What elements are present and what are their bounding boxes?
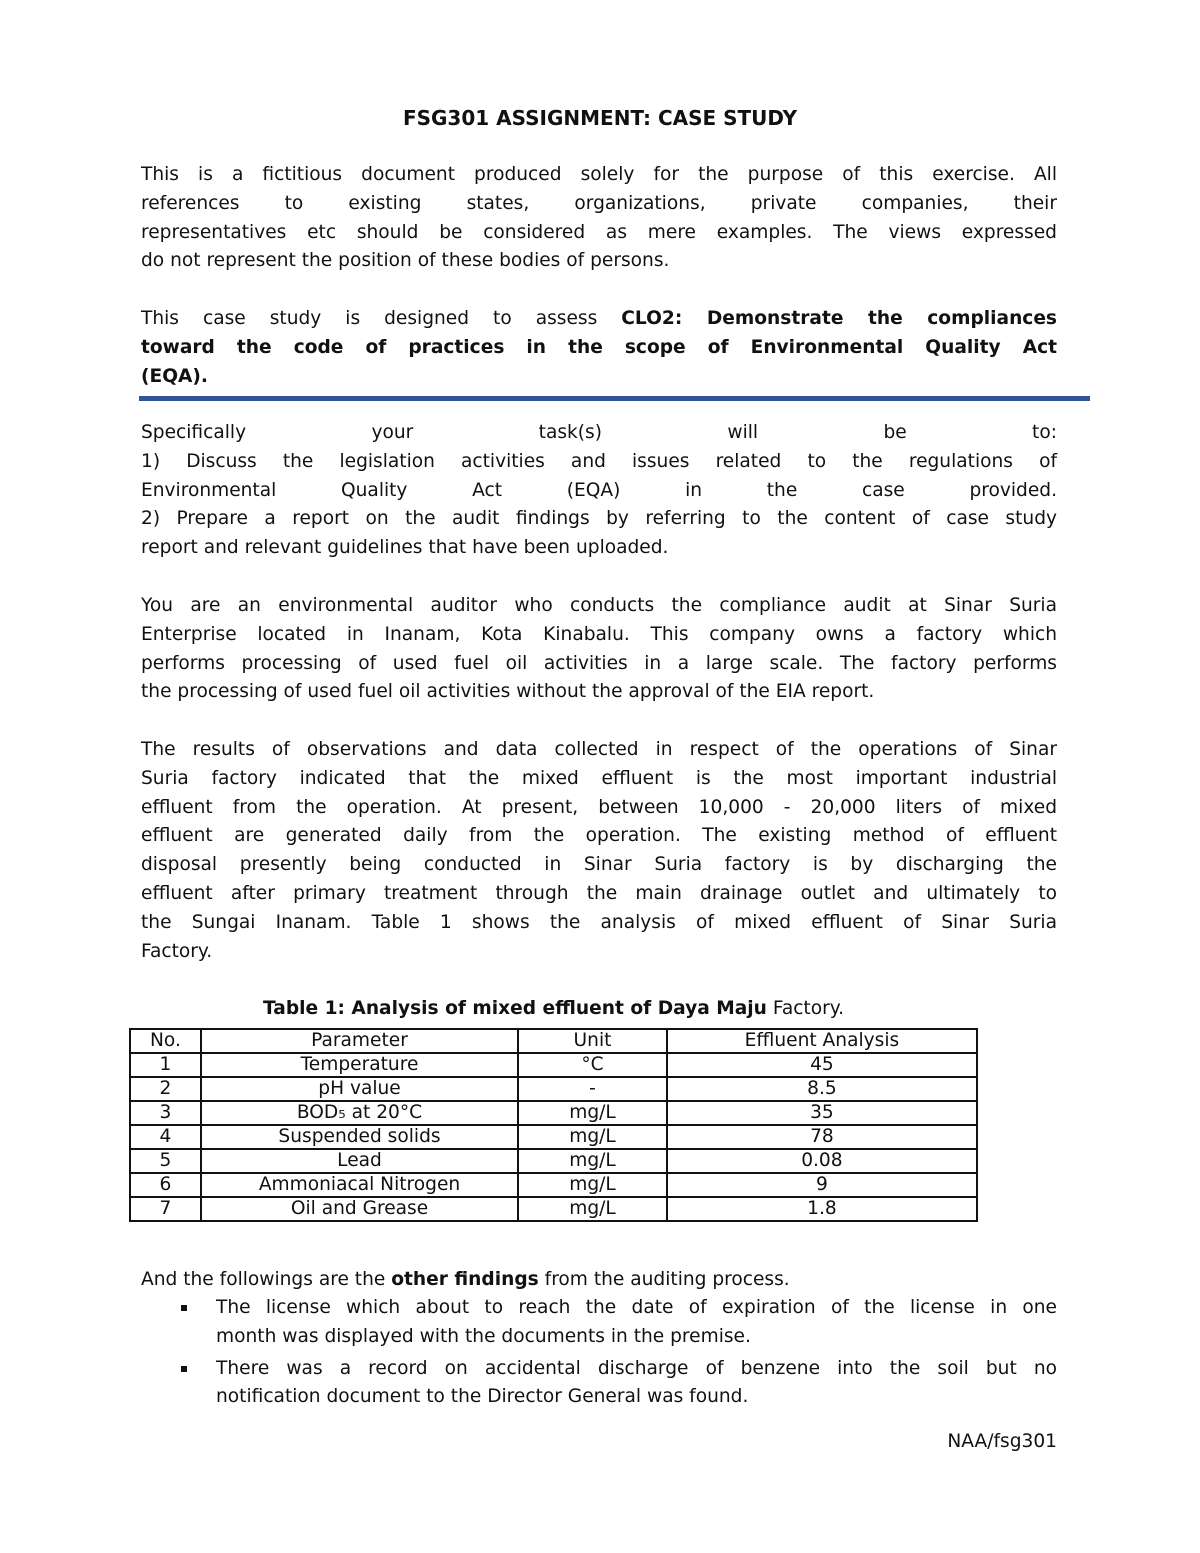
cell-no: No. xyxy=(130,1029,201,1053)
text: Specifically your task(s) will be to: xyxy=(141,422,1057,443)
cell-no: 4 xyxy=(130,1125,201,1149)
cell-parameter: Temperature xyxy=(201,1053,518,1077)
text-line xyxy=(141,909,1057,938)
cell-unit: °C xyxy=(518,1053,667,1077)
text: from the auditing process. xyxy=(538,1269,790,1290)
bullet-icon xyxy=(181,1366,187,1372)
cell-no: 3 xyxy=(130,1101,201,1125)
cell-unit: mg/L xyxy=(518,1125,667,1149)
text-line xyxy=(141,736,1057,765)
cell-no: 7 xyxy=(130,1197,201,1221)
text: Suria factory indicated that the mixed effluent is the most important industrial xyxy=(141,767,1057,789)
cell-effluent-analysis: 9 xyxy=(667,1173,977,1197)
text: 2) Prepare a report on the audit findings by referring to the content of case study xyxy=(141,508,1057,530)
cell-unit: mg/L xyxy=(518,1173,667,1197)
text-line xyxy=(141,247,1057,276)
text-line xyxy=(141,305,1057,334)
bullet-icon xyxy=(181,1305,187,1311)
text-line: month was displayed with the documents in the premise. xyxy=(216,1325,751,1347)
cell-parameter: Oil and Grease xyxy=(201,1197,518,1221)
text-line xyxy=(141,419,1057,448)
cell-unit: - xyxy=(518,1077,667,1101)
text: the Sungai Inanam. Table 1 shows the analysis of mixed effluent of Sinar Suria xyxy=(141,911,1057,933)
text: 1) Discuss the legislation activities and issues related to the regulations of xyxy=(141,450,1057,472)
auditor-paragraph xyxy=(141,592,1057,707)
cell-unit: mg/L xyxy=(518,1197,667,1221)
clo-paragraph xyxy=(141,305,1057,391)
text-line xyxy=(141,938,1057,967)
cell-no: 1 xyxy=(130,1053,201,1077)
caption-bold: Table 1: Analysis of mixed effluent of Daya Maju xyxy=(262,998,767,1019)
text: representatives etc should be considered as mere examples. The views expressed xyxy=(141,221,1057,243)
text-line xyxy=(141,1266,1057,1295)
text-line xyxy=(141,765,1057,794)
text-line xyxy=(141,621,1057,650)
text-line xyxy=(141,219,1057,248)
effluent-table xyxy=(129,1028,978,1222)
text: And the followings are the xyxy=(141,1269,392,1290)
cell-parameter: Ammoniacal Nitrogen xyxy=(201,1173,518,1197)
text-line xyxy=(141,880,1057,909)
text-line xyxy=(141,678,1057,707)
cell-no: 5 xyxy=(130,1149,201,1173)
text-line xyxy=(141,161,1057,190)
cell-effluent-analysis: Effluent Analysis xyxy=(667,1029,977,1053)
table-row xyxy=(130,1077,977,1101)
text-line xyxy=(141,794,1057,823)
text-line xyxy=(141,650,1057,679)
text-line xyxy=(141,190,1057,219)
cell-unit: Unit xyxy=(518,1029,667,1053)
cell-effluent-analysis: 45 xyxy=(667,1053,977,1077)
text-line xyxy=(141,448,1057,477)
table-header-row xyxy=(130,1029,977,1053)
bold-text: other findings xyxy=(391,1269,539,1290)
cell-no: 2 xyxy=(130,1077,201,1101)
text-line xyxy=(141,334,1057,363)
table-row xyxy=(130,1173,977,1197)
list-item xyxy=(141,1294,1057,1352)
cell-parameter: BOD₅ at 20°C xyxy=(201,1101,518,1125)
text: references to existing states, organizations, private companies, their xyxy=(141,192,1057,214)
cell-parameter: Suspended solids xyxy=(201,1125,518,1149)
text: effluent are generated daily from the operation. The existing method of effluent xyxy=(141,825,1057,847)
text: This case study is designed to assess xyxy=(141,308,622,329)
text: You are an environmental auditor who conducts the compliance audit at Sinar Suria xyxy=(141,595,1057,616)
cell-effluent-analysis: 78 xyxy=(667,1125,977,1149)
bold-text: CLO2: Demonstrate the compliances xyxy=(621,308,1058,329)
text-line: notification document to the Director General was found. xyxy=(216,1386,749,1408)
caption-rest: Factory. xyxy=(766,998,845,1019)
cell-no: 6 xyxy=(130,1173,201,1197)
cell-unit: mg/L xyxy=(518,1101,667,1125)
text-line xyxy=(141,851,1057,880)
cell-unit: mg/L xyxy=(518,1149,667,1173)
table-row xyxy=(130,1197,977,1221)
text: do not represent the position of these bodies of persons. xyxy=(141,250,670,272)
text-line xyxy=(141,822,1057,851)
text-line xyxy=(141,477,1057,506)
table-row xyxy=(130,1053,977,1077)
cell-effluent-analysis: 35 xyxy=(667,1101,977,1125)
text: disposal presently being conducted in Sinar Suria factory is by discharging the xyxy=(141,854,1057,876)
table-row xyxy=(130,1125,977,1149)
text-line xyxy=(141,592,1057,621)
document-title: FSG301 ASSIGNMENT: CASE STUDY xyxy=(402,106,798,130)
text-line: There was a record on accidental discharge of benzene into the soil but no xyxy=(216,1357,1057,1379)
text-line xyxy=(141,505,1057,534)
results-paragraph xyxy=(141,736,1057,966)
findings-list xyxy=(141,1294,1057,1415)
bold-text: toward the code of practices in the scope of Environmental Quality Act xyxy=(141,336,1057,358)
text-line xyxy=(141,534,1057,563)
section-divider xyxy=(139,396,1090,401)
table-caption xyxy=(129,998,978,1019)
disclaimer-paragraph xyxy=(141,161,1057,276)
text: The results of observations and data collected in respect of the operations of Sinar xyxy=(141,739,1057,760)
table-row xyxy=(130,1149,977,1173)
text: performs processing of used fuel oil activities in a large scale. The factory performs xyxy=(141,652,1057,674)
text: effluent after primary treatment through the main drainage outlet and ultimately to xyxy=(141,882,1057,904)
cell-effluent-analysis: 0.08 xyxy=(667,1149,977,1173)
other-findings-intro xyxy=(141,1266,1057,1295)
text: effluent from the operation. At present, between 10,000 - 20,000 liters of mixed xyxy=(141,796,1057,818)
text: This is a fictitious document produced solely for the purpose of this exercise. All xyxy=(141,164,1057,185)
cell-effluent-analysis: 1.8 xyxy=(667,1197,977,1221)
text: Environmental Quality Act (EQA) in the case provided. xyxy=(141,479,1057,501)
text: Factory. xyxy=(141,940,213,962)
text-line: The license which about to reach the date of expiration of the license in one xyxy=(216,1297,1057,1318)
cell-parameter: pH value xyxy=(201,1077,518,1101)
list-item xyxy=(141,1355,1057,1413)
cell-effluent-analysis: 8.5 xyxy=(667,1077,977,1101)
table-row xyxy=(130,1101,977,1125)
bold-text: (EQA). xyxy=(141,365,208,387)
text-line xyxy=(141,363,1057,392)
cell-parameter: Lead xyxy=(201,1149,518,1173)
tasks-paragraph xyxy=(141,419,1057,563)
text: the processing of used fuel oil activities without the approval of the EIA report. xyxy=(141,681,875,703)
text: Enterprise located in Inanam, Kota Kinabalu. This company owns a factory which xyxy=(141,623,1057,645)
text: report and relevant guidelines that have been uploaded. xyxy=(141,537,669,559)
page-footer: NAA/fsg301 xyxy=(947,1431,1057,1452)
cell-parameter: Parameter xyxy=(201,1029,518,1053)
